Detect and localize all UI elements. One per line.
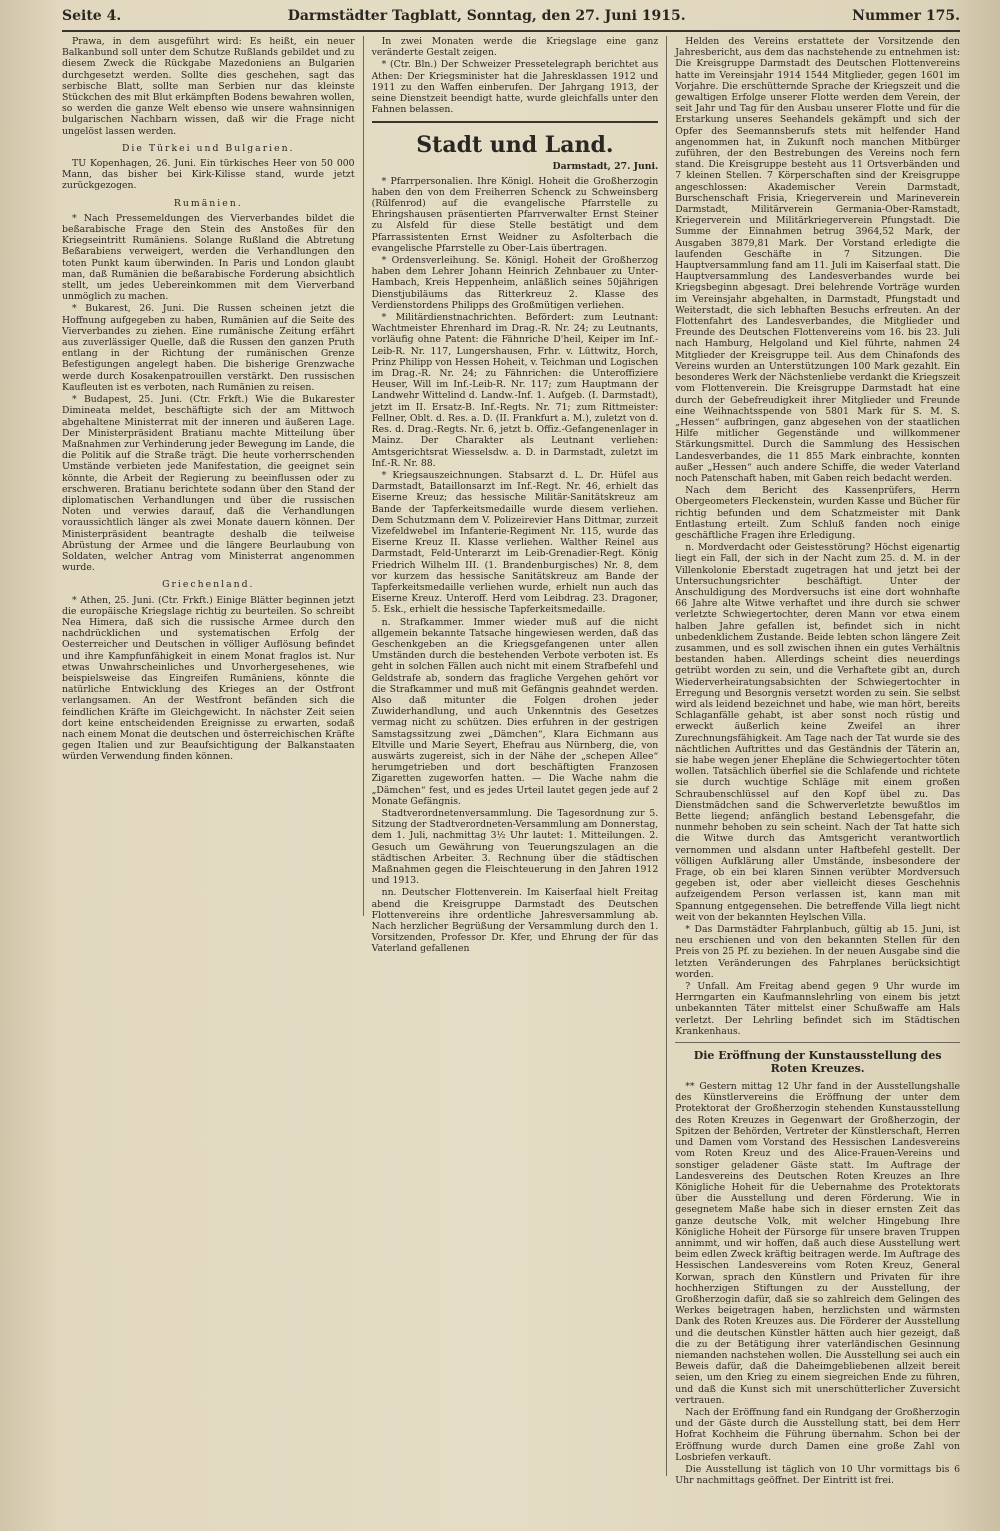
- masthead: Darmstädter Tagblatt, Sonntag, den 27. Juni 1915.: [287, 8, 686, 24]
- issue-number: Nummer 175.: [852, 8, 960, 24]
- top-columns: [62, 36, 960, 1526]
- lead-paragraph: Prawa, in dem ausgeführt wird: Es heißt, ein neuer Balkanbund soll unter dem Schutze Rußlands gebildet und zu diesem Zweck die Rückgabe Mazedoniens an Bulgarien durchgesetzt werden. Sollte dies geschehen, sagt das serbische Blatt, sollte man Serbien nur das kleinste Stückchen des mit Blut erkämpften Bodens bewahren wollen, so werden die ganze Welt ebenso wie unsere wahnsinnigen bulgarischen Nachbarn wissen, daß wir die Frage nicht ungelöst lassen werden.: [62, 36, 355, 137]
- section-title-griechenland: Griechenland.: [162, 579, 255, 591]
- page-header: [62, 8, 960, 32]
- paragraph: Helden des Vereins erstattete der Vorsitzende den Jahresbericht, aus dem das nachstehende zu entnehmen ist: Die Kreisgruppe Darmstadt des Deutschen Flottenvereins hatte im Vereinsjahr 1914 1544 Mitglieder, gegen 1601 im Vorjahre. Die erschütternde Sprache der Kriegszeit und die gewaltigen Erfolge unserer Flotte werden dem Verein, der seit Jahr und Tag für den Ausbau unserer Flotte und für die Erstarkung unseres Seehandels gekämpft und sich der Opfer des Seemannsberufs stets mit helfender Hand angenommen hat, in Zukunft noch manchen Mitbürger zuführen, der den Bestrebungen des Vereins noch fern stand. Die Kreisgruppe besteht aus 11 Ortsverbänden und 7 kleinen Stellen. 7 Körperschaften sind der Kreisgruppe angeschlossen: Akademischer Verein Darmstadt, Burschenschaft Frisia, Kriegerverein und Marineverein Darmstadt, Militärverein Germania-Ober-Ramstadt, Kriegerverein und Militärkriegerverein Pfungstadt. Die Summe der Einnahmen betrug 3964,52 Mark, der Ausgaben 3879,81 Mark. Der Vorstand erledigte die laufenden Geschäfte in 7 Sitzungen. Die Hauptversammlung fand am 11. Juli im Kaiserfaal statt. Die Hauptversammlung des Landesverbandes wurde bei Kriegsbeginn abgesagt. Drei belehrende Vorträge wurden im Vereinsjahr abgehalten, in Darmstadt, Pfungstadt und Weiterstadt, die sich lebhaften Besuchs erfreuten. An der Flottenfahrt des Landesverbandes, die Mitglieder und Freunde des Deutschen Flottenvereins vom 16. bis 23. Juli nach Hamburg, Helgoland und Kiel führte, nahmen 24 Mitglieder der Kreisgruppe teil. Aus dem Chinafonds des Vereins wurden an Unterstützungen 100 Mark gezahlt. Ein besonderes Werk der Nächstenliebe verdankt die Kriegszeit vom Flottenverein. Die Kreisgruppe Darmstadt hat eine durch der Gebefreudigkeit ihrer Mitglieder und Freunde eine Weihnachtsspende von 5801 Mark für S. M. S. „Hessen“ aufbringen, ganz abgesehen von der staatlichen Hilfe mitlicher Gegenstände und willkommener Stärkungsmittel. Durch die Sammlung des Hessischen Landesverbandes, die 11 855 Mark einbrachte, konnten außer „Hessen“ auch andere Schiffe, die weder Vaterland noch Patenschaft haben, mit Gaben reich bedacht werden.: [675, 36, 960, 484]
- paragraph: * Pfarrpersonalien. Ihre Königl. Hoheit die Großherzogin haben den von dem Freiherren Schenck zu Schweinsberg (Rülfenrod) auf die evangelische Pfarrstelle zu Ehringshausen präsentierten Pfarrverwalter Ernst Steiner zu Alsfeld für diese Stelle bestätigt und dem Pfarrassistenten Ernst Weidner zu Asfolterbach die evangelische Pfarrstelle zu Ober-Lais übertragen.: [371, 175, 659, 254]
- paragraph: * Das Darmstädter Fahrplanbuch, gültig ab 15. Juni, ist neu erschienen und von den bekannten Stellen für den Preis von 25 Pf. zu beziehen. In der neuen Ausgabe sind die letzten Veränderungen des Fahrplanes berücksichtigt worden.: [675, 924, 960, 980]
- paragraph: ? Unfall. Am Freitag abend gegen 9 Uhr wurde im Herrngarten ein Kaufmannslehrling von einem bis jetzt unbekannten Täter mittelst einer Schußwaffe am Hals verletzt. Der Lehrling befindet sich im Städtischen Krankenhaus.: [675, 981, 960, 1037]
- paragraph: TU Kopenhagen, 26. Juni. Ein türkisches Heer von 50 000 Mann, das bisher bei Kirk-Kilisse stand, wurde jetzt zurückgezogen.: [62, 158, 355, 192]
- paragraph: * (Ctr. Bln.) Der Schweizer Pressetelegraph berichtet aus Athen: Der Kriegsminister hat die Jahresklassen 1912 und 1911 zu den Waffen einberufen. Der Jahrgang 1913, der seine Dienstzeit beendigt hatte, wurde gleichfalls unter den Fahnen belassen.: [371, 59, 659, 116]
- divider: [675, 1042, 960, 1043]
- section-title-rumaenien: Rumänien.: [173, 197, 243, 209]
- column-1: [62, 36, 364, 916]
- paragraph: * Bukarest, 26. Juni. Die Russen scheinen jetzt die Hoffnung aufgegeben zu haben, Rumänien auf die Seite des Vierverbandes zu ziehen. Eine rumänische Zeitung erfährt aus zuverlässiger Quelle, daß die Russen den ganzen Pruth entlang in der Richtung der rumänischen Grenze Befestigungen angelegt haben. Die bisherige Grenzwache werde durch Kosakenpatrouillen verstärkt. Den russischen Kaufleuten ist es verboten, nach Rumänien zu reisen.: [62, 303, 355, 393]
- page-number: Seite 4.: [62, 8, 122, 24]
- paragraph: Nach dem Bericht des Kassenprüfers, Herrn Obergeometers Fleckenstein, wurden Kasse und Bücher für richtig befunden und dem Schatzmeister mit Dank Entlastung erteilt. Zum Schluß fanden noch einige geschäftliche Fragen ihre Erledigung.: [675, 485, 960, 541]
- paragraph: n. Strafkammer. Immer wieder muß auf die nicht allgemein bekannte Tatsache hingewiesen werden, daß das Geschenkgeben an die Kriegsgefangenen unter allen Umständen durch die bestehenden Verbote verboten ist. Es geht in solchen Fällen auch nicht mit einem Strafbefehl und Geldstrafe ab, sondern das fragliche Vergehen gehört vor die Strafkammer und muß mit Gefängnis geahndet werden. Also daß mitunter die Folgen drohen jeder Zuwiderhandlung, und auch Unkenntnis des Gesetzes vermag nicht zu schützen. Dies erfuhren in der gestrigen Samstagssitzung zwei „Dämchen“, Klara Eichmann aus Eltville und Marie Seyert, Ehefrau aus Nürnberg, die, von auswärts zugereist, sich in der Nähe der „schepen Allee“ herumgetrieben und dort beschäftigten Franzosen Zigaretten zugeworfen hatten. — Die Wache nahm die „Dämchen“ fest, und es jedes Urteil lautet gegen jede auf 2 Monate Gefängnis.: [371, 616, 659, 807]
- article-title-kunstausstellung: Die Eröffnung der Kunstausstellung des Roten Kreuzes.: [693, 1049, 942, 1076]
- paragraph: * Militärdienstnachrichten. Befördert: zum Leutnant: Wachtmeister Ehrenhard im Drag.-R. Nr. 24; zu Leutnants, vorläufig ohne Patent: die Fähnriche D'heil, Keiper im Inf.-Leib-R. Nr. 117, Lungershausen, Frhr. v. Lüttwitz, Horch, Prinz Philipp von Hessen Hoheit, v. Teichman und Logischen im Drag.-R. Nr. 24; zu Fähnrichen: die Unteroffiziere Heuser, Will im Inf.-Leib-R. Nr. 117; zum Hauptmann der Landwehr Wittelind d. Landw.-Inf. 1. Aufgeb. (I. Darmstadt), jetzt im II. Ersatz-B. Inf.-Regts. Nr. 71; zum Rittmeister: Fellner, Oblt. d. Res. a. D. (II. Frankfurt a. M.), zuletzt von d. Res. d. Drag.-Regts. Nr. 6, jetzt b. Offiz.-Gefangenenlager in Mainz. Der Charakter als Leutnant verliehen: Amtsgerichtsrat Wiesselsdw. a. D. in Darmstadt, zuletzt im Inf.-R. Nr. 88.: [371, 312, 659, 469]
- section-title-stadt-und-land: Stadt und Land.: [416, 132, 614, 159]
- paragraph: n. Mordverdacht oder Geistesstörung? Höchst eigenartig liegt ein Fall, der sich in der Nacht zum 25. d. M. in der Villenkolonie Eberstadt zugetragen hat und jetzt bei der Untersuchungsrichter beschäftigt. Unter der Anschuldigung des Mordversuchs ist eine dort wohnhafte 66 Jahre alte Witwe verhaftet und ihre durch sie schwer verletzte Schwiegertochter, deren Mann vor etwa einem halben Jahre gefallen ist, befindet sich in nicht unbedenklichem Zustande. Beide lebten schon längere Zeit zusammen, und es soll zwischen ihnen ein gutes Verhältnis bestanden haben. Allerdings scheint dies neuerdings getrübt worden zu sein, und die Verhaftete gibt an, durch Wiederverheiratungsabsichten der Schwiegertochter in Erregung und Besorgnis versetzt worden zu sein. Sie selbst wird als leidend bezeichnet und habe, wie man hört, bereits Schlaganfälle gehabt, ist aber sonst noch rüstig und erweckt äußerlich keine Zweifel an ihrer Zurechnungsfähigkeit. Am Tage nach der Tat wurde sie des nächtlichen Auftrittes und das Geständnis der Täterin an, sie habe wegen jener Ehepläne die Schwiegertochter töten wollen. Tatsächlich überfiel sie die Schlafende und richtete sie durch wuchtige Schläge mit einem großen Schraubenschlüssel auf den Kopf übel zu. Das Dienstmädchen sand die Schwerverletzte bewußtlos im Bette liegend; anfänglich bestand Lebensgefahr, die nunmehr behoben zu sein scheint. Nach der Tat hatte sich die Witwe durch das Amtsgericht verantwortlich vernommen und alsdann unter Haftbefehl gestellt. Der völligen Aufklärung aller Umstände, insbesondere der Frage, ob ein bei klaren Sinnen verübter Mordversuch gegeben ist, oder aber vielleicht dieses Geschehnis aufzeigendem Person verlassen ist, kann man mit Spannung entgegensehen. Die betreffende Villa liegt nicht weit von der bekannten Heylschen Villa.: [675, 542, 960, 923]
- paragraph: ** Gestern mittag 12 Uhr fand in der Ausstellungshalle des Künstlervereins die Eröffnung der unter dem Protektorat der Großherzogin stehenden Kunstausstellung des Roten Kreuzes in Gegenwart der Großherzogin, der Spitzen der Behörden, Vertreter der Künstlerschaft, Herren und Damen vom Vorstand des Hessischen Landesvereins vom Roten Kreuz und des Alice-Frauen-Vereins und sonstiger geladener Gäste statt. Im Auftrage der Landesvereins des Deutschen Roten Kreuzes an Ihre Königliche Hoheit für die Uebernahme des Protektorats über die Ausstellung und deren Förderung. Wie in gesegnetem Maße habe sich in dieser ernsten Zeit das ganze deutsche Volk, mit welcher Hingebung Ihre Königliche Hoheit der Fürsorge für unsere braven Truppen annimmt, und wir hoffen, daß auch diese Ausstellung wert beim edlen Zweck kräftig beitragen werde. Im Auftrage des Hessischen Landesvereins vom Roten Kreuz, General Korwan, sprach den Künstlern und Privaten für ihre hochherzigen Stiftungen zu der Ausstellung, der Großherzogin dafür, daß sie so zahlreich dem Gelingen des Werkes beigetragen haben, herzlichsten und wärmsten Dank des Roten Kreuzes aus. Die Förderer der Ausstellung und die deutschen Künstler hätten auch hier gezeigt, daß die zu der Betätigung ihrer vaterländischen Gesinnung niemanden nachstehen wollen. Die Ausstellung sei auch ein Beweis dafür, daß die Daheimgebliebenen allzeit bereit seien, um den Krieg zu einem siegreichen Ende zu führen, und daß die Kunst sich mit unerschütterlicher Zuversicht vertrauen.: [675, 1081, 960, 1406]
- dateline: Darmstadt, 27. Juni.: [552, 161, 659, 173]
- paragraph: Nach der Eröffnung fand ein Rundgang der Großherzogin und der Gäste durch die Ausstellung statt, bei dem Herr Hofrat Kochheim die Führung übernahm. Schon bei der Eröffnung wurde durch Damen eine große Zahl von Losbriefen verkauft.: [675, 1406, 960, 1463]
- paragraph: nn. Deutscher Flottenverein. Im Kaiserfaal hielt Freitag abend die Kreisgruppe Darmstadt des Deutschen Flottenvereins ihre ordentliche Jahresversammlung ab. Nach herzlicher Begrüßung der Versammlung durch den 1. Vorsitzenden, Professor Dr. Kfer, und Ehrung der für das Vaterland gefallenen: [371, 887, 659, 955]
- paragraph: * Nach Pressemeldungen des Vierverbandes bildet die beßarabische Frage den Stein des Anstoßes für den Kriegseintritt Rumäniens. Solange Rußland die Abtretung Beßarabiens verweigert, werden die Verhandlungen den toten Punkt kaum überwinden. In Paris und London glaubt man, daß Rumänien die beßarabische Forderung absichtlich stellt, um jedes Uebereinkommen mit dem Vierverband unmöglich zu machen.: [62, 212, 355, 303]
- column-2: [364, 36, 668, 1476]
- section-title-tuerkei: Die Türkei und Bulgarien.: [121, 142, 295, 154]
- divider: [372, 121, 659, 123]
- column-3: [667, 36, 960, 1526]
- paragraph: In zwei Monaten werde die Kriegslage eine ganz veränderte Gestalt zeigen.: [371, 36, 659, 59]
- paragraph: * Athen, 25. Juni. (Ctr. Frkft.) Einige Blätter beginnen jetzt die europäische Kriegslage richtig zu beurteilen. So schreibt Nea Himera, daß sich die russische Armee durch den nachdrücklichen und systematischen Erfolg der Oesterreicher und Deutschen in völliger Auflösung befindet und ihre Kampfunfähigkeit in einem Monat fraglos ist. Nur etwas Unwahrscheinliches und Unvorhergesehenes, wie beispielsweise das Eingreifen Rumäniens, könnte die natürliche Entwicklung des Krieges an der Ostfront verlangsamen. An der Westfront befänden sich die feindlichen Kräfte im Gleichgewicht. In nächster Zeit seien dort keine entscheidenden Ereignisse zu erwarten, sodaß nach einem Monat die deutschen und österreichischen Kräfte gegen Italien und zur Beaufsichtigung der Balkanstaaten würden Verwendung finden können.: [62, 594, 355, 763]
- paragraph: * Kriegsauszeichnungen. Stabsarzt d. L. Dr. Hüfel aus Darmstadt, Bataillonsarzt im Inf.-Regt. Nr. 46, erhielt das Eiserne Kreuz; das hessische Militär-Sanitätskreuz am Bande der Tapferkeitsmedaille wurde diesem verliehen. Dem Schutzmann dem V. Polizeirevier Hans Dittmar, zurzeit Vizefeldwebel im Infanterie-Regiment Nr. 115, wurde das Eiserne Kreuz II. Klasse verliehen. Walther Reinel aus Darmstadt, Feld-Unterarzt im Leib-Grenadier-Regt. König Friedrich Wilhelm III. (1. Brandenburgisches) Nr. 8, dem vor kurzem das hessische Sanitätskreuz am Bande der Tapferkeitsmedaille verliehen wurde, erhielt nun auch das Eiserne Kreuz. Unteroff. Herd vom Leibdrag. 23. Dragoner, 5. Esk., erhielt die hessische Tapferkeitsmedaille.: [371, 469, 659, 616]
- paragraph: * Budapest, 25. Juni. (Ctr. Frkft.) Wie die Bukarester Dimineata meldet, beschäftigte sich der am Mittwoch abgehaltene Ministerrat mit der inneren und äußeren Lage. Der Ministerpräsident Bratianu machte Mitteilung über Maßnahmen zur Verhinderung jeder Bewegung im Lande, die die Politik auf die Straße trägt. Die heute vorherrschenden Umstände verbieten jede Manifestation, die geeignet sein könnte, die Arbeit der Regierung zu beeinflussen oder zu erschweren. Bratianu berichtete sodann über den Stand der diplomatischen Verhandlungen und über die russischen Noten und verwies darauf, daß die Verhandlungen voraussichtlich länger als zwei Monate dauern können. Der Ministerpräsident beantragte deshalb die teilweise Abrüstung der Armee und die längere Beurlaubung von Soldaten, welcher Antrag vom Ministerrat angenommen wurde.: [62, 394, 355, 574]
- paragraph: * Ordensverleihung. Se. Königl. Hoheit der Großherzog haben dem Lehrer Johann Heinrich Zehnbauer zu Unter-Hambach, Kreis Heppenheim, anläßlich seines 50jährigen Dienstjubiläums das Ritterkreuz 2. Klasse des Verdienstordens Philipps des Großmütigen verliehen.: [371, 255, 659, 311]
- paragraph: Die Ausstellung ist täglich von 10 Uhr vormittags bis 6 Uhr nachmittags geöffnet. Der Eintritt ist frei.: [675, 1463, 960, 1487]
- paragraph: Stadtverordnetenversammlung. Die Tagesordnung zur 5. Sitzung der Stadtverordneten-Versammlung am Donnerstag, dem 1. Juli, nachmittag 3½ Uhr lautet: 1. Mitteilungen. 2. Gesuch um Gewährung von Teuerungszulagen an die städtischen Arbeiter. 3. Rechnung über die städtischen Maßnahmen gegen die Fleischteuerung in den Jahren 1912 und 1913.: [371, 808, 659, 887]
